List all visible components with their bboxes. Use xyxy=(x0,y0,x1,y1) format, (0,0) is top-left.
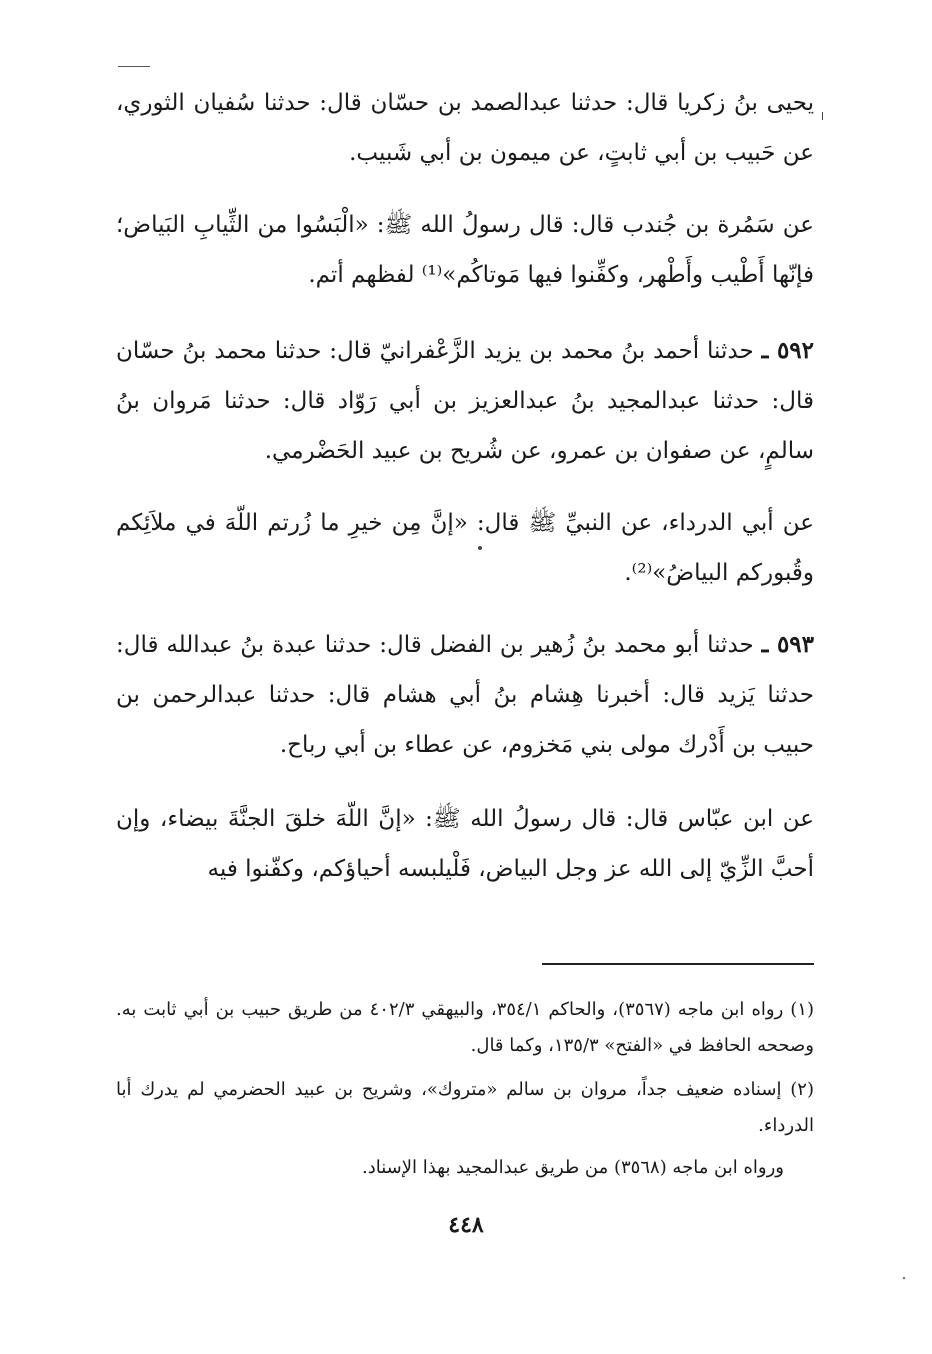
hadith-text-2: عن أبي الدرداء، عن النبيِّ ﷺ قال: «إنَّ مِن خيرِ ما زُرتم اللّهَ في ملاَئِكم وقُبوركم البياضُ»⁽²⁾. xyxy=(116,510,814,586)
isnad-text-593: حدثنا أبو محمد بنُ زُهير بن الفضل قال: حدثنا عبدة بنُ عبدالله قال: حدثنا يَزيد قال: أخبرنا هِشام بنُ أبي هشام قال: حدثنا عبدالرحمن بن حبيب بن أَدْرك مولى بني مَخزوم، عن عطاء بن أبي رباح. xyxy=(116,632,814,758)
footnote-2-text: (٢) إسناده ضعيف جداً، مروان بن سالم «متروك»، وشريح بن عبيد الحضرمي لم يدرك أبا الدرداء. xyxy=(116,1079,814,1136)
hadith-text-1: عن سَمُرة بن جُندب قال: قال رسولُ الله ﷺ: «الْبَسُوا من الثِّيابِ البَياض؛ فإنّها أَطْيب وأَطْهر، وكفِّنوا فيها مَوتاكُم»⁽¹⁾ لفظهم أتم. xyxy=(116,212,814,288)
footnote-1-text: (١) رواه ابن ماجه (٣٥٦٧)، والحاكم ٣٥٤/١، والبيهقي ٤٠٢/٣ من طريق حبيب بن أبي ثابت به. وصححه الحافظ في «الفتح» ١٣٥/٣، وكما قال. xyxy=(116,999,814,1056)
footnote-2-continuation xyxy=(116,1150,784,1186)
scan-speck xyxy=(903,1277,905,1279)
footnote-2 xyxy=(116,1072,814,1144)
footnote-separator xyxy=(542,963,814,965)
hadith-number-593: ٥٩٣ ـ xyxy=(761,631,814,658)
hadith-paragraph-2 xyxy=(116,498,814,598)
hadith-text-3: عن ابن عبّاس قال: قال رسولُ الله ﷺ: «إنَّ اللّهَ خلقَ الجنَّةَ بيضاء، وإن أحبَّ الزِّيّ إلى الله عز وجل البياض، فَلْيلبسه أحياؤكم، وكفّنوا فيه xyxy=(116,806,814,882)
scan-speck xyxy=(478,546,482,550)
hadith-number-592: ٥٩٢ ـ xyxy=(761,337,815,364)
hadith-paragraph-1 xyxy=(116,200,814,300)
hadith-paragraph-3 xyxy=(116,794,814,894)
footnote-2-continuation-text: ورواه ابن ماجه (٣٥٦٨) من طريق عبدالمجيد بهذا الإسناد. xyxy=(361,1157,784,1178)
isnad-text-592: حدثنا أحمد بنُ محمد بن يزيد الزَّعْفرانيّ قال: حدثنا محمد بنُ حسّان قال: حدثنا عبدالمجيد بنُ عبدالعزيز بن أبي رَوّاد قال: حدثنا مَروان بنُ سالمٍ، عن صفوان بن عمرو، عن شُريح بن عبيد الحَضْرمي. xyxy=(116,338,814,464)
hadith-entry-592 xyxy=(116,326,814,476)
hadith-entry-593 xyxy=(116,620,814,770)
isnad-paragraph-1 xyxy=(116,78,814,178)
scan-speck xyxy=(822,112,823,120)
page-number: ٤٤٨ xyxy=(448,1212,484,1238)
isnad-text-1: يحيى بنُ زكريا قال: حدثنا عبدالصمد بن حسّان قال: حدثنا سُفيان الثوري، عن حَبيب بن أبي ثابتٍ، عن ميمون بن أبي شَبيب. xyxy=(116,90,814,166)
top-rule xyxy=(118,66,150,67)
footnote-1 xyxy=(116,992,814,1064)
